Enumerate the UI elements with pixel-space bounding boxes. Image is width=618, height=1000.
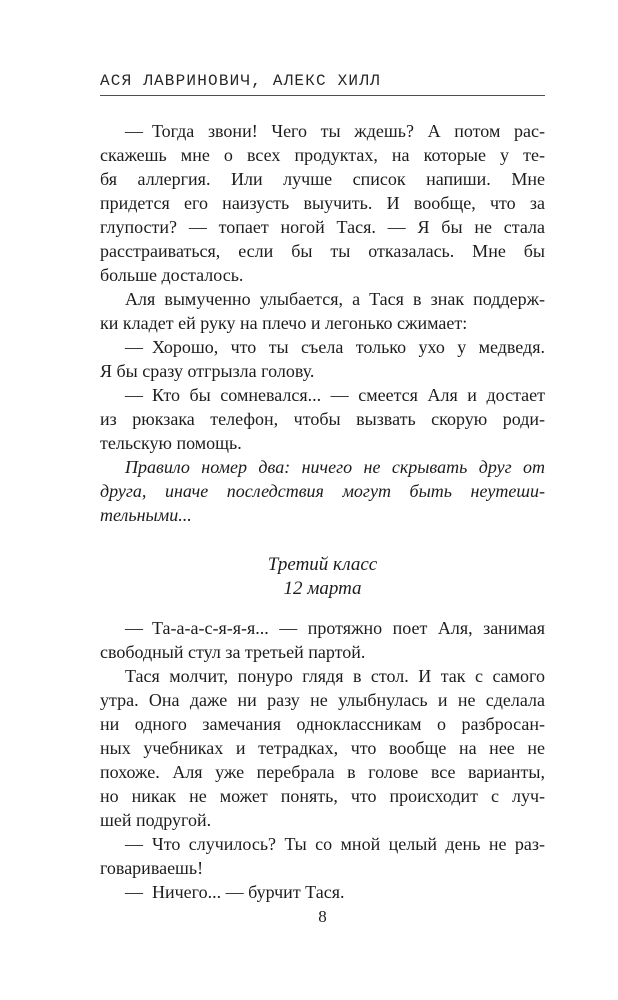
text-line: ных учебниках и тетрадках, что вообще на нее не [100,738,545,758]
text-line: — Та-а-а-с-я-я-я... — протяжно поет Аля, занимая [125,618,545,638]
text-line: похоже. Аля уже перебрала в голове все варианты, [100,762,545,782]
page-number: 8 [318,907,327,926]
text-line: друга, иначе последствия могут быть неутеши- [100,481,545,501]
text-line: — Что случилось? Ты со мной целый день не раз- [125,834,545,854]
paragraph [100,616,545,664]
text-line: — Тогда звони! Чего ты ждешь? А потом рас- [125,121,545,141]
paragraph [100,335,545,383]
text-line: утра. Она даже ни разу не улыбнулась и не сделала [100,690,545,710]
text-line: но никак не может понять, что происходит с луч- [100,786,545,806]
text-line: — Хорошо, что ты съела только ухо у медведя. [125,337,545,357]
text-line: шей подругой. [100,810,212,830]
text-line: тельными... [100,505,192,525]
page-header [100,73,545,96]
text-line: тельскую помощь. [100,433,242,453]
page-footer [100,907,545,927]
text-line: ки кладет ей руку на плечо и легонько сжимает: [100,313,468,333]
text-line: из рюкзака телефон, чтобы вызвать скорую роди- [100,409,545,429]
text-line: придется его наизусть выучить. И вообще, что за [100,193,545,213]
paragraph [100,664,545,832]
text-line: расстраиваться, если бы ты отказалась. Мне бы [100,241,545,261]
text-line: глупости? — топает ногой Тася. — Я бы не стала [100,217,545,237]
text-line: — Кто бы сомневался... — смеется Аля и достает [125,385,545,405]
paragraph [100,880,545,904]
text-line: Правило номер два: ничего не скрывать друг от [125,457,545,477]
paragraph [100,119,545,287]
text-line: Аля вымученно улыбается, а Тася в знак поддерж- [125,289,545,309]
text-line: больше досталось. [100,265,244,285]
running-header-title: АСЯ ЛАВРИНОВИЧ, АЛЕКС ХИЛЛ [100,72,381,90]
paragraph [100,383,545,455]
paragraph [100,455,545,527]
text-line: говариваешь! [100,858,204,878]
text-line: — Ничего... — бурчит Тася. [125,882,345,902]
text-line: Я бы сразу отгрызла голову. [100,361,315,381]
text-content [100,119,545,904]
text-line: ни одного замечания одноклассникам о разбросан- [100,714,545,734]
header-rule [100,95,545,96]
paragraph [100,287,545,335]
text-line: скажешь мне о всех продуктах, на которые у те- [100,145,545,165]
section-heading-line: Третий класс [267,554,378,575]
text-line: свободный стул за третьей партой. [100,642,366,662]
section-heading-line: 12 марта [283,578,362,599]
text-line: Тася молчит, понуро глядя в стол. И так с самого [125,666,545,686]
text-line: бя аллергия. Или лучше список напиши. Мне [100,169,545,189]
paragraph [100,832,545,880]
section-heading [100,553,545,601]
